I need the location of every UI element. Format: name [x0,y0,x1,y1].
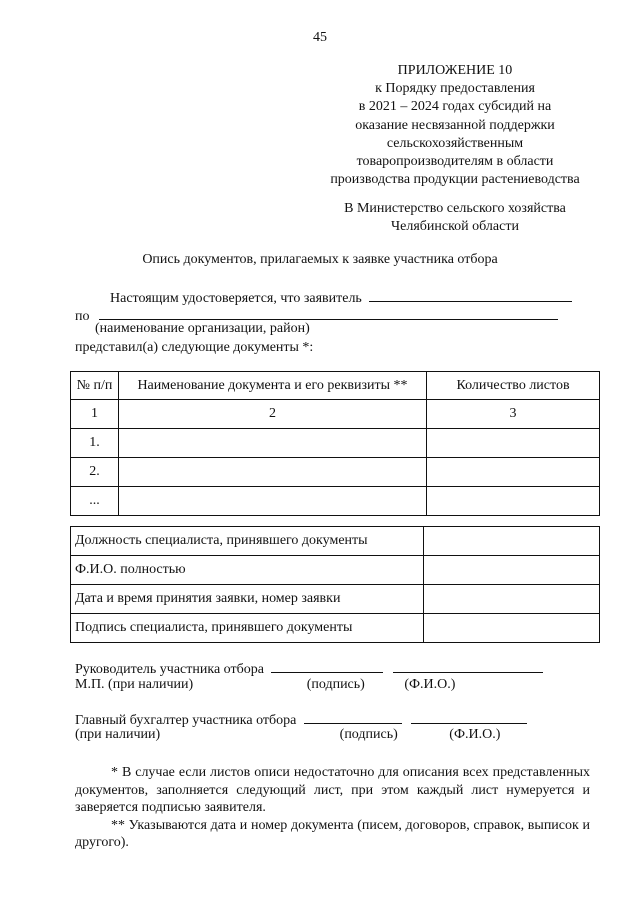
table-row [71,614,600,643]
reception-value-cell[interactable] [424,585,600,614]
accountant-label: Главный бухгалтер участника отбора [75,713,297,728]
reception-value-cell[interactable] [424,527,600,556]
page-number: 45 [313,30,327,45]
certify-text: Настоящим удостоверяется, что заявитель [110,291,362,306]
footnote-1: * В случае если листов описи недостаточно для описания всех представленных документов, заполняется следующий лист, при этом каждый лист нумеруется и заверяется подписью заявителя. [75,765,590,815]
reception-table [70,526,600,643]
reception-label: Должность специалиста, принявшего документы [71,527,424,556]
table-cell[interactable] [427,487,600,516]
appendix-line: оказание несвязанной поддержки [355,117,555,133]
reception-label: Дата и время принятия заявки, номер заявки [71,585,424,614]
mp-row [75,677,455,693]
table-header-row [71,372,600,400]
head-label: Руководитель участника отбора [75,662,264,677]
certify-row [110,287,572,307]
accountant-name-field[interactable] [411,709,527,724]
column-numbering-row [71,400,600,429]
appendix-line: в 2021 – 2024 годах субсидий на [358,99,552,115]
table-cell: 1 [71,400,119,429]
table-cell[interactable] [119,487,427,516]
table-cell[interactable] [427,429,600,458]
table-row [71,527,600,556]
footnote-2: ** Указываются дата и номер документа (писем, договоров, справок, выписок и другого). [75,817,590,850]
accountant-note-row [75,727,500,743]
org-caption: (наименование организации, район) [95,321,310,336]
table-cell: ... [71,487,119,516]
appendix-line: производства продукции растениеводства [330,172,580,188]
signature-caption: (подпись) [339,727,398,742]
appendix-line: сельскохозяйственным [386,135,524,151]
head-signature-row [75,658,543,678]
reception-value-cell[interactable] [424,614,600,643]
reception-label: Ф.И.О. полностью [71,556,424,585]
accountant-signature-field[interactable] [304,709,402,724]
table-cell[interactable] [427,458,600,487]
head-name-field[interactable] [393,658,543,673]
table-row [71,585,600,614]
addressee-line: В Министерство сельского хозяйства [344,201,566,216]
header-document-name: Наименование документа и его реквизиты ** [119,372,427,400]
table-cell: 2 [119,400,427,429]
table-row [71,429,600,458]
table-cell[interactable] [119,458,427,487]
footnotes [75,764,590,852]
mp-label: М.П. (при наличии) [75,677,194,692]
reception-label: Подпись специалиста, принявшего документы [71,614,424,643]
po-label: по [75,309,90,324]
name-caption: (Ф.И.О.) [449,727,501,742]
appendix-line: товаропроизводителям в области [356,154,554,170]
addressee-block [300,200,610,236]
table-cell[interactable] [119,429,427,458]
name-caption: (Ф.И.О.) [404,677,456,692]
head-signature-field[interactable] [271,658,383,673]
addressee-line: Челябинской области [391,219,519,234]
appendix-title: ПРИЛОЖЕНИЕ 10 [397,63,513,78]
documents-table [70,371,600,516]
table-cell: 2. [71,458,119,487]
signature-caption: (подпись) [306,677,365,692]
table-cell: 3 [427,400,600,429]
accountant-note: (при наличии) [75,727,161,742]
header-number: № п/п [71,372,119,400]
table-row [71,487,600,516]
table-row [71,556,600,585]
header-sheet-count: Количество листов [427,372,600,400]
organization-field[interactable] [99,305,558,320]
reception-value-cell[interactable] [424,556,600,585]
submitted-text: представил(а) следующие документы *: [75,340,314,355]
appendix-header [300,62,610,189]
inventory-title: Опись документов, прилагаемых к заявке участника отбора [142,252,498,267]
accountant-signature-row [75,709,527,729]
appendix-line: к Порядку предоставления [375,81,535,97]
table-cell: 1. [71,429,119,458]
table-row [71,458,600,487]
applicant-field[interactable] [369,287,572,302]
